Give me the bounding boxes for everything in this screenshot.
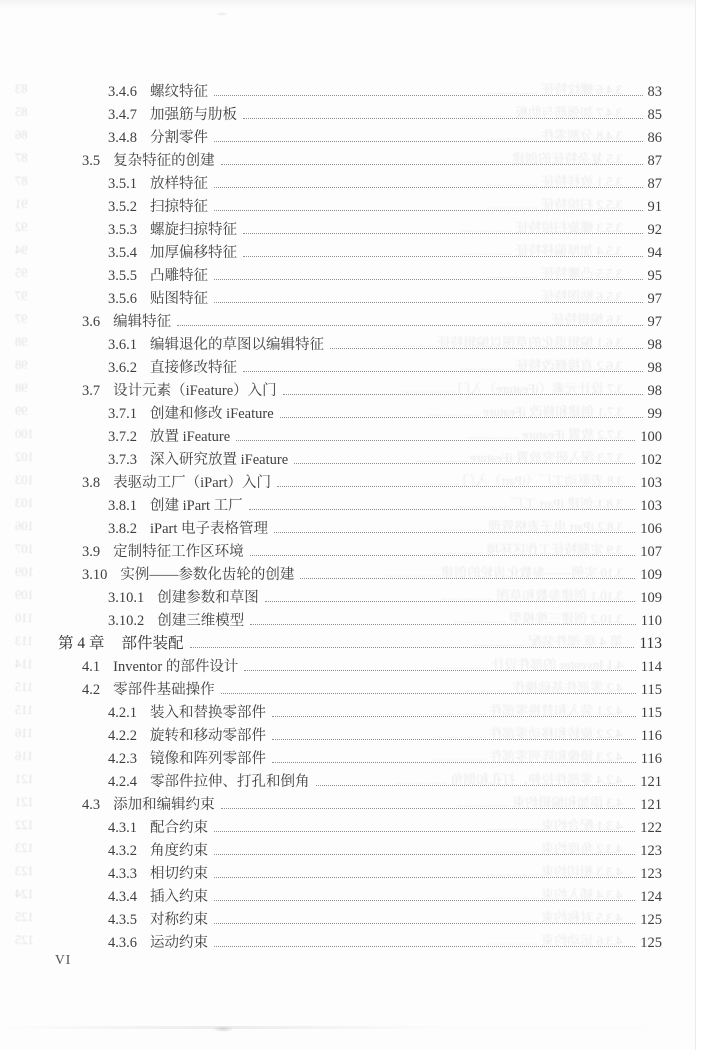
toc-entry-page: 121 [640, 774, 662, 790]
toc-entry-page: 99 [647, 406, 662, 422]
bleed-through-text: 4.3.3 相切约束 ................ [486, 864, 623, 879]
dotted-leader [300, 578, 635, 579]
toc-entry-page: 110 [640, 613, 662, 629]
toc-entry-page: 125 [640, 935, 662, 951]
toc-entry-number: 3.5.2 [108, 199, 137, 215]
toc-entry [0, 354, 695, 377]
bleed-through-text: 4.2.3 镜像和阵列零部件 ................ [434, 749, 623, 764]
bleed-through-page-number: 107 [15, 542, 34, 556]
toc-entry-number: 3.6.1 [108, 337, 137, 353]
bleed-through-page-number: 92 [15, 220, 28, 234]
toc-entry [0, 492, 695, 515]
bleed-through-page-number: 86 [15, 128, 28, 142]
toc-entry [0, 78, 695, 101]
toc-entry-title: 深入研究放置 iFeature [150, 452, 289, 468]
toc-entry-page: 97 [647, 291, 662, 307]
bleed-through-text: 4.3.5 对称约束 ................ [486, 910, 623, 925]
toc-entry-number: 4.3.4 [108, 889, 137, 905]
bleed-through-text: 4.3 添加和编辑约束 ................ [457, 795, 623, 810]
bleed-through-text: 3.10.2 创建三维模型 ................ [453, 611, 623, 626]
dotted-leader [214, 279, 643, 280]
dotted-leader [214, 302, 643, 303]
toc-entry-number: 4.2.4 [108, 774, 137, 790]
toc-entry-number: 3.7 [82, 383, 101, 399]
toc-entry-page: 106 [640, 521, 662, 537]
toc-entry [0, 423, 695, 446]
toc-entry-number: 3.10 [82, 567, 108, 583]
toc-entry-title: 创建 iPart 工厂 [150, 498, 243, 514]
toc-entry [0, 814, 695, 837]
dotted-leader [249, 509, 636, 510]
dotted-leader [190, 647, 635, 648]
toc-entry-title: 旋转和移动零部件 [150, 728, 266, 744]
toc-entry-number: 3.9 [82, 544, 101, 560]
bleed-through-text: 3.5.5 凸雕特征 ................ [486, 266, 623, 281]
toc-entry [0, 400, 695, 423]
dotted-leader [294, 463, 635, 464]
bleed-through-text: 3.7.1 创建和修改 iFeature ................ [427, 404, 623, 419]
bleed-through-page-number: 103 [15, 473, 34, 487]
dotted-leader [280, 417, 643, 418]
toc-entry [0, 170, 695, 193]
toc-entry [0, 653, 695, 676]
dotted-leader [214, 831, 635, 832]
bleed-through-page-number: 122 [15, 818, 34, 832]
toc-entry-title: 相切约束 [150, 866, 208, 882]
dotted-leader [244, 670, 635, 671]
toc-entry-page: 98 [647, 337, 662, 353]
bleed-through-page-number: 123 [15, 841, 34, 855]
bleed-through-text: 3.8.1 创建 iPart 工厂 ................ [455, 496, 623, 511]
toc-entry-page: 116 [640, 728, 662, 744]
toc-entry-title: 镜像和阵列零部件 [150, 751, 266, 767]
bleed-through-page-number: 91 [15, 197, 28, 211]
toc-entry-title: 部件装配 [121, 635, 184, 652]
toc-entry [0, 239, 695, 262]
dotted-leader [214, 900, 635, 901]
toc-entry [0, 538, 695, 561]
dotted-leader [330, 348, 643, 349]
scan-speck [215, 12, 229, 16]
bleed-through-page-number: 121 [15, 772, 34, 786]
toc-entry-title: 直接修改特征 [150, 360, 237, 376]
bleed-through-text: 4.2.2 旋转和移动零部件 ................ [434, 726, 623, 741]
toc-entry-title: 添加和编辑约束 [113, 797, 215, 813]
toc-entry [0, 745, 695, 768]
bleed-through-text: 3.5.2 扫掠特征 ................ [486, 197, 623, 212]
toc-entry [0, 308, 695, 331]
dotted-leader [277, 486, 635, 487]
bleed-through-text: 3.9 定制特征工作区环境 ................ [431, 542, 623, 557]
toc-entry-page: 98 [647, 360, 662, 376]
dotted-leader [214, 187, 643, 188]
bleed-through-text: 3.5.4 加厚偏移特征 ................ [460, 243, 623, 258]
dotted-leader [243, 371, 643, 372]
toc-entry [0, 377, 695, 400]
toc-entry-number: 3.7.3 [108, 452, 137, 468]
bleed-through-page-number: 94 [15, 243, 28, 257]
toc-entry-title: 放置 iFeature [150, 429, 231, 445]
dotted-leader [243, 118, 643, 119]
dotted-leader [221, 693, 636, 694]
scan-speck [212, 1026, 234, 1032]
dotted-leader [214, 877, 635, 878]
toc-entry-page: 109 [640, 590, 662, 606]
toc-entry-number: 3.7.2 [108, 429, 137, 445]
bleed-through-text: 3.4.7 加强筋与肋板 ................ [460, 105, 623, 120]
toc-entry [0, 768, 695, 791]
toc-entry-number: 3.5 [82, 153, 101, 169]
bleed-through-page-number: 125 [15, 933, 34, 947]
toc-entry [0, 515, 695, 538]
toc-entry-title: 凸雕特征 [150, 268, 208, 284]
bleed-through-text: 3.10 实例——参数化齿轮的创建 ................ [385, 565, 623, 580]
dotted-leader [236, 440, 635, 441]
toc-entry-number: 4.2.3 [108, 751, 137, 767]
bleed-through-text: 3.4.8 分割零件 ................ [486, 128, 623, 143]
toc-entry-page: 121 [640, 797, 662, 813]
bleed-through-text: 3.6.1 编辑退化的草图以编辑特征 ................ [382, 335, 623, 350]
dotted-leader [272, 762, 636, 763]
toc-entry-title: 创建参数和草图 [157, 590, 259, 606]
toc-entry-page: 100 [640, 429, 662, 445]
toc-entry-number: 3.5.6 [108, 291, 137, 307]
toc-entry-number: 3.6 [82, 314, 101, 330]
toc-entry-title: 零部件基础操作 [113, 682, 215, 698]
dotted-leader [214, 95, 643, 96]
bleed-through-page-number: 121 [15, 795, 34, 809]
toc-entry-page: 115 [640, 705, 662, 721]
bleed-through-text: 4.1 Inventor 的部件设计 ................ [435, 657, 623, 672]
toc-entry-title: 插入约束 [150, 889, 208, 905]
toc-entry-page: 86 [647, 130, 662, 146]
toc-entry-number: 3.6.2 [108, 360, 137, 376]
toc-entry-title: 加强筋与肋板 [150, 107, 237, 123]
toc-entry-title: 定制特征工作区环境 [113, 544, 244, 560]
bleed-through-page-number: 103 [15, 496, 34, 510]
bleed-through-text: 3.10.1 创建参数和草图 ................ [440, 588, 623, 603]
toc-entry-page: 92 [647, 222, 662, 238]
bleed-through-text: 3.6 编辑特征 ................ [496, 312, 623, 327]
toc-entry-title: 分割零件 [150, 130, 208, 146]
toc-entry-number: 4.2 [82, 682, 101, 698]
dotted-leader [272, 739, 636, 740]
toc-entry-page: 95 [647, 268, 662, 284]
bleed-through-page-number: 100 [15, 427, 34, 441]
toc-entry-page: 85 [647, 107, 662, 123]
bleed-through-text: 4.3.1 配合约束 ................ [486, 818, 623, 833]
bleed-through-page-number: 97 [15, 312, 28, 326]
toc-entry-number: 3.4.8 [108, 130, 137, 146]
toc-entry [0, 285, 695, 308]
toc-entry-number: 3.8.1 [108, 498, 137, 514]
bleed-through-page-number: 87 [15, 174, 28, 188]
dotted-leader [243, 233, 643, 234]
dotted-leader [250, 624, 636, 625]
toc-entry-page: 114 [640, 659, 662, 675]
bleed-through-page-number: 116 [15, 726, 34, 740]
dotted-leader [265, 601, 636, 602]
toc-entry-title: iPart 电子表格管理 [150, 521, 269, 537]
toc-entry-number: 4.3.1 [108, 820, 137, 836]
toc-entry-title: 表驱动工厂（iPart）入门 [113, 475, 272, 491]
toc-entry-number: 3.4.6 [108, 84, 137, 100]
dotted-leader [250, 555, 636, 556]
toc-entry-title: 装入和替换零部件 [150, 705, 266, 721]
bleed-through-text: 4.2.4 零部件拉伸、打孔和倒角 ................ [395, 772, 623, 787]
toc-entry-page: 102 [640, 452, 662, 468]
toc-entry-number: 3.5.3 [108, 222, 137, 238]
toc-entry-number: 3.5.4 [108, 245, 137, 261]
toc-entry [0, 860, 695, 883]
dotted-leader [214, 141, 643, 142]
toc-entry-title: 复杂特征的创建 [113, 153, 215, 169]
bleed-through-text: 3.5.1 放样特征 ................ [486, 174, 623, 189]
toc-entry-title: 实例——参数化齿轮的创建 [120, 567, 295, 583]
toc-entry-title: 扫掠特征 [150, 199, 208, 215]
toc-entry [0, 262, 695, 285]
bleed-through-text: 4.2 零部件基础操作 ................ [457, 680, 623, 695]
toc-entry [0, 193, 695, 216]
toc-entry-title: 运动约束 [150, 935, 208, 951]
toc-entry-page: 87 [647, 153, 662, 169]
toc-entry-page: 116 [640, 751, 662, 767]
toc-entry [0, 837, 695, 860]
toc-entry [0, 722, 695, 745]
bleed-through-text: 4.3.6 运动约束 ................ [486, 933, 623, 948]
dotted-leader [214, 854, 635, 855]
table-of-contents [0, 78, 695, 952]
toc-entry-page: 113 [639, 635, 662, 652]
toc-entry [0, 929, 695, 952]
toc-entry-number: 4.2.1 [108, 705, 137, 721]
toc-entry-title: 编辑退化的草图以编辑特征 [150, 337, 324, 353]
dotted-leader [272, 716, 636, 717]
bleed-through-text: 4.2.1 装入和替换零部件 ................ [434, 703, 623, 718]
dotted-leader [283, 394, 643, 395]
toc-entry [0, 147, 695, 170]
bleed-through-text: 3.6.2 直接修改特征 ................ [460, 358, 623, 373]
bleed-through-text: 4.3.4 插入约束 ................ [486, 887, 623, 902]
toc-entry-number: 4.2.2 [108, 728, 137, 744]
bleed-through-page-number: 98 [15, 381, 28, 395]
dotted-leader [316, 785, 636, 786]
bleed-through-text: 4.3.2 角度约束 ................ [486, 841, 623, 856]
toc-entry-page: 103 [640, 475, 662, 491]
toc-entry-number: 3.10.2 [108, 613, 145, 629]
toc-entry-number: 4.3.5 [108, 912, 137, 928]
toc-entry-title: 配合约束 [150, 820, 208, 836]
bleed-through-page-number: 123 [15, 864, 34, 878]
toc-entry-number: 3.5.5 [108, 268, 137, 284]
bleed-through-page-number: 116 [15, 749, 34, 763]
toc-entry-title: 角度约束 [150, 843, 208, 859]
toc-entry-page: 115 [640, 682, 662, 698]
toc-entry-number: 4.3.3 [108, 866, 137, 882]
bleed-through-page-number: 110 [15, 611, 34, 625]
bleed-through-page-number: 124 [15, 887, 34, 901]
bleed-through-text: 3.7 设计元素（iFeature）入门 ................ [401, 381, 623, 396]
bleed-through-page-number: 106 [15, 519, 34, 533]
toc-entry [0, 676, 695, 699]
toc-entry-title: 设计元素（iFeature）入门 [113, 383, 277, 399]
bleed-through-text: 3.8 表驱动工厂（iPart）入门 ................ [406, 473, 623, 488]
toc-entry-number: 3.5.1 [108, 176, 137, 192]
toc-entry-number: 3.10.1 [108, 590, 145, 606]
toc-entry-title: 贴图特征 [150, 291, 208, 307]
toc-entry-page: 91 [647, 199, 662, 215]
bleed-through-text: 3.7.2 放置 iFeature ................ [466, 427, 623, 442]
dotted-leader [221, 808, 636, 809]
dotted-leader [274, 532, 635, 533]
bleed-through-page-number: 95 [15, 266, 28, 280]
toc-entry [0, 791, 695, 814]
toc-entry-title: 加厚偏移特征 [150, 245, 237, 261]
toc-entry-title: 创建和修改 iFeature [150, 406, 274, 422]
toc-entry-page: 83 [647, 84, 662, 100]
bleed-through-text: 3.8.2 iPart 电子表格管理 ................ [432, 519, 623, 534]
toc-entry [0, 561, 695, 584]
bleed-through-text: 3.7.3 深入研究放置 iFeature ................ [414, 450, 623, 465]
toc-chapter-entry [0, 630, 695, 653]
bleed-through-page-number: 83 [15, 82, 28, 96]
toc-entry-number: 4.3 [82, 797, 101, 813]
toc-entry-title: 螺纹特征 [150, 84, 208, 100]
bleed-through-page-number: 99 [15, 404, 28, 418]
toc-entry-number: 4.1 [82, 659, 101, 675]
dotted-leader [214, 923, 635, 924]
toc-entry-page: 103 [640, 498, 662, 514]
toc-entry-number: 4.3.2 [108, 843, 137, 859]
bleed-through-page-number: 98 [15, 358, 28, 372]
bleed-through-page-number: 115 [15, 680, 34, 694]
toc-entry-title: 螺旋扫掠特征 [150, 222, 237, 238]
bleed-through-page-number: 87 [15, 151, 28, 165]
toc-entry-page: 107 [640, 544, 662, 560]
toc-entry-page: 97 [647, 314, 662, 330]
toc-entry-page: 123 [640, 866, 662, 882]
toc-entry-number: 3.4.7 [108, 107, 137, 123]
toc-entry-title: 对称约束 [150, 912, 208, 928]
toc-entry-title: 创建三维模型 [157, 613, 245, 629]
toc-entry-title: 放样特征 [150, 176, 208, 192]
toc-entry [0, 446, 695, 469]
dotted-leader [214, 210, 643, 211]
toc-entry-title: 编辑特征 [113, 314, 172, 330]
bleed-through-text: 3.4.6 螺纹特征 ................ [486, 82, 623, 97]
bleed-through-page-number: 109 [15, 565, 34, 579]
bleed-through-text: 3.5.6 贴图特征 ................ [486, 289, 623, 304]
toc-entry-page: 124 [640, 889, 662, 905]
toc-entry-number: 3.8 [82, 475, 101, 491]
toc-entry-page: 122 [640, 820, 662, 836]
toc-entry-number: 4.3.6 [108, 935, 137, 951]
toc-entry [0, 469, 695, 492]
toc-entry-page: 94 [647, 245, 662, 261]
toc-entry [0, 699, 695, 722]
page-number-footer: VI [55, 952, 72, 967]
page-right-edge [695, 0, 725, 1050]
bleed-through-text: 第 4 章 部件装配 ................ [473, 634, 623, 649]
toc-entry-page: 98 [647, 383, 662, 399]
scan-edge-shadow-top [0, 0, 725, 9]
bleed-through-page-number: 114 [15, 657, 34, 671]
scan-edge-shadow-bottom [0, 1026, 695, 1029]
toc-entry [0, 101, 695, 124]
toc-entry [0, 331, 695, 354]
bleed-through-page-number: 102 [15, 450, 34, 464]
toc-entry [0, 607, 695, 630]
dotted-leader [221, 164, 643, 165]
toc-entry [0, 216, 695, 239]
bleed-through-page-number: 125 [15, 910, 34, 924]
toc-entry-page: 125 [640, 912, 662, 928]
bleed-through-page-number: 97 [15, 289, 28, 303]
bleed-through-page-number: 115 [15, 703, 34, 717]
toc-entry [0, 906, 695, 929]
dotted-leader [177, 325, 642, 326]
toc-entry-page: 123 [640, 843, 662, 859]
toc-entry [0, 584, 695, 607]
toc-entry-title: Inventor 的部件设计 [113, 659, 239, 675]
toc-entry-title: 零部件拉伸、打孔和倒角 [150, 774, 310, 790]
bleed-through-page-number: 113 [15, 634, 34, 648]
bleed-through-page-number: 109 [15, 588, 34, 602]
toc-entry [0, 883, 695, 906]
toc-entry-number: 3.8.2 [108, 521, 137, 537]
toc-entry-page: 109 [640, 567, 662, 583]
bleed-through-page-number: 98 [15, 335, 28, 349]
dotted-leader [214, 946, 635, 947]
toc-entry-number: 第 4 章 [58, 635, 105, 652]
bleed-through-page-number: 85 [15, 105, 28, 119]
bleed-through-text: 3.5 复杂特征的创建 ................ [457, 151, 623, 166]
bleed-through-text: 3.5.3 螺旋扫掠特征 ................ [460, 220, 623, 235]
toc-entry [0, 124, 695, 147]
dotted-leader [243, 256, 643, 257]
toc-entry-number: 3.7.1 [108, 406, 137, 422]
toc-entry-page: 87 [647, 176, 662, 192]
